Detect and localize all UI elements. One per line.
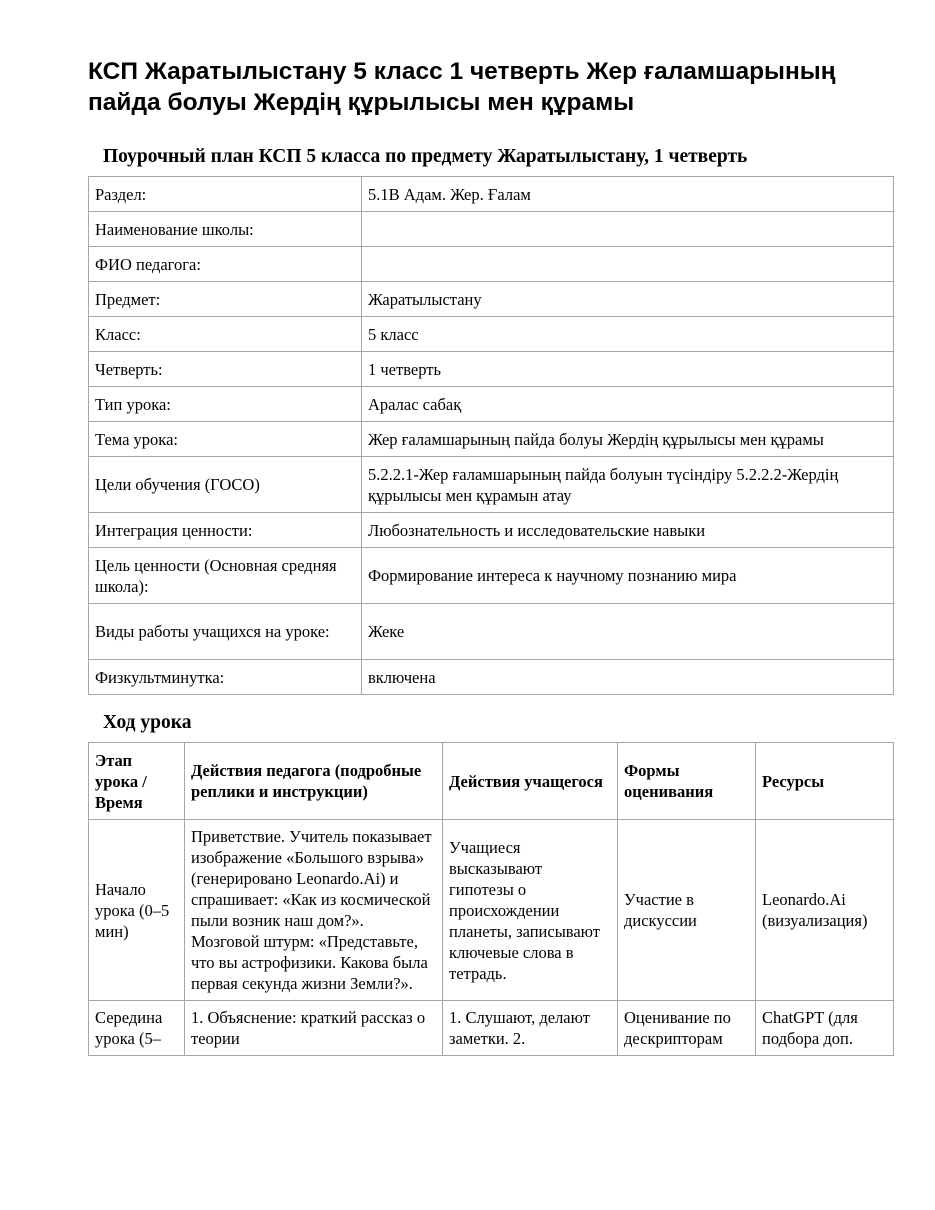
column-header: Действия учащегося — [443, 743, 618, 820]
table-row — [89, 820, 894, 1001]
info-label: Раздел: — [89, 177, 362, 212]
info-label: Класс: — [89, 317, 362, 352]
resources-cell: Leonardo.Ai (визуализация) — [756, 820, 894, 1001]
info-value — [362, 212, 894, 247]
info-label: Наименование школы: — [89, 212, 362, 247]
info-label: Цель ценности (Основная средняя школа): — [89, 548, 362, 604]
info-value: Аралас сабақ — [362, 387, 894, 422]
table-row — [89, 457, 894, 513]
assessment-cell: Участие в дискуссии — [618, 820, 756, 1001]
table-row — [89, 1001, 894, 1056]
info-value: включена — [362, 660, 894, 695]
info-label: Физкультминутка: — [89, 660, 362, 695]
table-row — [89, 604, 894, 660]
table-row — [89, 422, 894, 457]
column-header: Этап урока / Время — [89, 743, 185, 820]
column-header: Формы оценивания — [618, 743, 756, 820]
lesson-info-table — [88, 176, 894, 695]
info-label: ФИО педагога: — [89, 247, 362, 282]
info-value: Жаратылыстану — [362, 282, 894, 317]
info-value: 5 класс — [362, 317, 894, 352]
column-header: Ресурсы — [756, 743, 894, 820]
steps-heading: Ход урока — [103, 712, 192, 733]
table-row — [89, 387, 894, 422]
info-value: 5.1B Адам. Жер. Ғалам — [362, 177, 894, 212]
info-value — [362, 247, 894, 282]
stage-cell: Середина урока (5– — [89, 1001, 185, 1056]
table-row — [89, 247, 894, 282]
table-header-row — [89, 743, 894, 820]
info-label: Четверть: — [89, 352, 362, 387]
table-row — [89, 317, 894, 352]
assessment-cell: Оценивание по дескрипторам — [618, 1001, 756, 1056]
info-label: Интеграция ценности: — [89, 513, 362, 548]
info-value: Любознательность и исследовательские навыки — [362, 513, 894, 548]
stage-cell: Начало урока (0–5 мин) — [89, 820, 185, 1001]
info-value: 5.2.2.1-Жер ғаламшарының пайда болуын түсіндіру 5.2.2.2-Жердің құрылысы мен құрамын атау — [362, 457, 894, 513]
table-row — [89, 513, 894, 548]
info-label: Цели обучения (ГОСО) — [89, 457, 362, 513]
table-row — [89, 352, 894, 387]
info-value: 1 четверть — [362, 352, 894, 387]
student-actions-cell: 1. Слушают, делают заметки. 2. — [443, 1001, 618, 1056]
teacher-actions-cell: Приветствие. Учитель показывает изображение «Большого взрыва» (генерировано Leonardo.Ai) и спрашивает: «Как из космической пыли возник наш дом?». Мозговой штурм: «Представьте, что вы астрофизики. Какова была первая секунда жизни Земли?». — [185, 820, 443, 1001]
table-row — [89, 212, 894, 247]
info-label: Предмет: — [89, 282, 362, 317]
info-value: Формирование интереса к научному познанию мира — [362, 548, 894, 604]
info-value: Жер ғаламшарының пайда болуы Жердің құрылысы мен құрамы — [362, 422, 894, 457]
page-title: КСП Жаратылыстану 5 класс 1 четверть Жер ғаламшарының пайда болуы Жердің құрылысы мен құрамы — [88, 58, 836, 116]
info-label: Тип урока: — [89, 387, 362, 422]
teacher-actions-cell: 1. Объяснение: краткий рассказ о теории — [185, 1001, 443, 1056]
table-row — [89, 660, 894, 695]
lesson-steps-table — [88, 742, 894, 1056]
document-page — [88, 56, 893, 1056]
resources-cell: ChatGPT (для подбора доп. — [756, 1001, 894, 1056]
info-label: Виды работы учащихся на уроке: — [89, 604, 362, 660]
plan-heading: Поурочный план КСП 5 класса по предмету Жаратылыстану, 1 четверть — [103, 146, 748, 167]
table-row — [89, 548, 894, 604]
table-row — [89, 177, 894, 212]
student-actions-cell: Учащиеся высказывают гипотезы о происхождении планеты, записывают ключевые слова в тетрадь. — [443, 820, 618, 1001]
table-row — [89, 282, 894, 317]
info-label: Тема урока: — [89, 422, 362, 457]
column-header: Действия педагога (подробные реплики и инструкции) — [185, 743, 443, 820]
info-value: Жеке — [362, 604, 894, 660]
